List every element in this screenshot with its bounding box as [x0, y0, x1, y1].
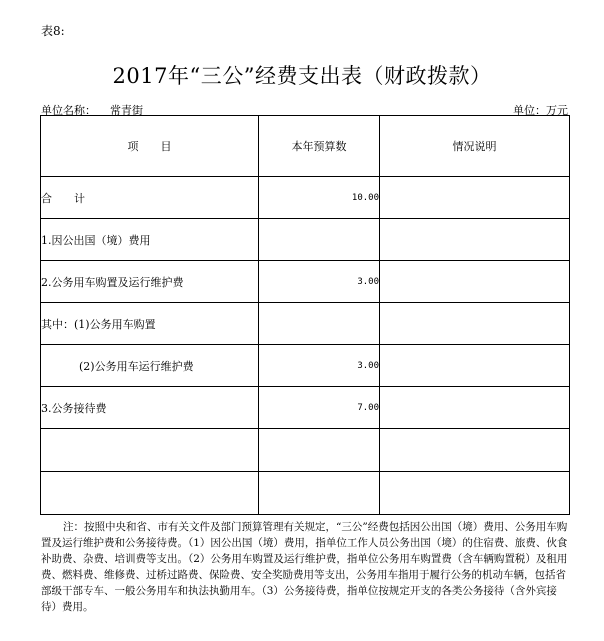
row-budget-reception: 7.00	[259, 387, 380, 429]
row-description	[380, 387, 570, 429]
row-item-overseas: 1.因公出国（境）费用	[41, 219, 259, 261]
empty-cell	[41, 429, 259, 472]
row-item-reception: 3.公务接待费	[41, 387, 259, 429]
empty-cell	[259, 472, 380, 515]
header-budget: 本年预算数	[259, 116, 380, 177]
row-item-vehicle: 2.公务用车购置及运行维护费	[41, 261, 259, 303]
row-description	[380, 261, 570, 303]
row-description	[380, 219, 570, 261]
row-item-vehicle-maintenance: (2)公务用车运行维护费	[41, 345, 259, 387]
table-row-empty	[41, 472, 570, 515]
row-budget-vehicle-purchase	[259, 303, 380, 345]
document-title: 2017年“三公”经费支出表（财政拨款）	[112, 64, 492, 88]
row-description	[380, 345, 570, 387]
unit-name-label: 单位名称：	[41, 104, 96, 117]
table-row	[41, 177, 570, 219]
table-row	[41, 219, 570, 261]
header-description: 情况说明	[380, 116, 570, 177]
row-item-vehicle-purchase: 其中：(1)公务用车购置	[41, 303, 259, 345]
row-budget-vehicle-maintenance: 3.00	[259, 345, 380, 387]
empty-cell	[41, 472, 259, 515]
row-description	[380, 177, 570, 219]
money-unit: 单位：万元	[513, 104, 568, 117]
budget-table	[40, 115, 570, 515]
table-number-label: 表8:	[41, 24, 65, 38]
table-row-empty	[41, 429, 570, 472]
header-row	[41, 116, 570, 177]
empty-cell	[259, 429, 380, 472]
row-budget-vehicle: 3.00	[259, 261, 380, 303]
row-budget-overseas	[259, 219, 380, 261]
row-budget-total: 10.00	[259, 177, 380, 219]
table-row	[41, 387, 570, 429]
unit-name-value: 常青街	[110, 104, 143, 117]
row-description	[380, 303, 570, 345]
footnote: 注：按照中央和省、市有关文件及部门预算管理有关规定，“三公”经费包括因公出国（境）费用、公务用车购置及运行维护费和公务接待费。（1）因公出国（境）费用，指单位工作人员公务出国（境）的住宿费、旅费、伙食补助费、杂费、培训费等支出。（2）公务用车购置及运行维护费，指单位公务用车购置费（含车辆购置税）及租用费、燃料费、维修费、过桥过路费、保险费、安全奖励费用等支出，公务用车指用于履行公务的机动车辆，包括省部级干部专车、一般公务用车和执法执勤用车。（3）公务接待费，指单位按规定开支的各类公务接待（含外宾接待）费用。	[41, 521, 568, 613]
header-item: 项 目	[41, 116, 259, 177]
table-row	[41, 261, 570, 303]
table-row	[41, 345, 570, 387]
empty-cell	[380, 472, 570, 515]
empty-cell	[380, 429, 570, 472]
row-item-total: 合 计	[41, 177, 259, 219]
table-row	[41, 303, 570, 345]
